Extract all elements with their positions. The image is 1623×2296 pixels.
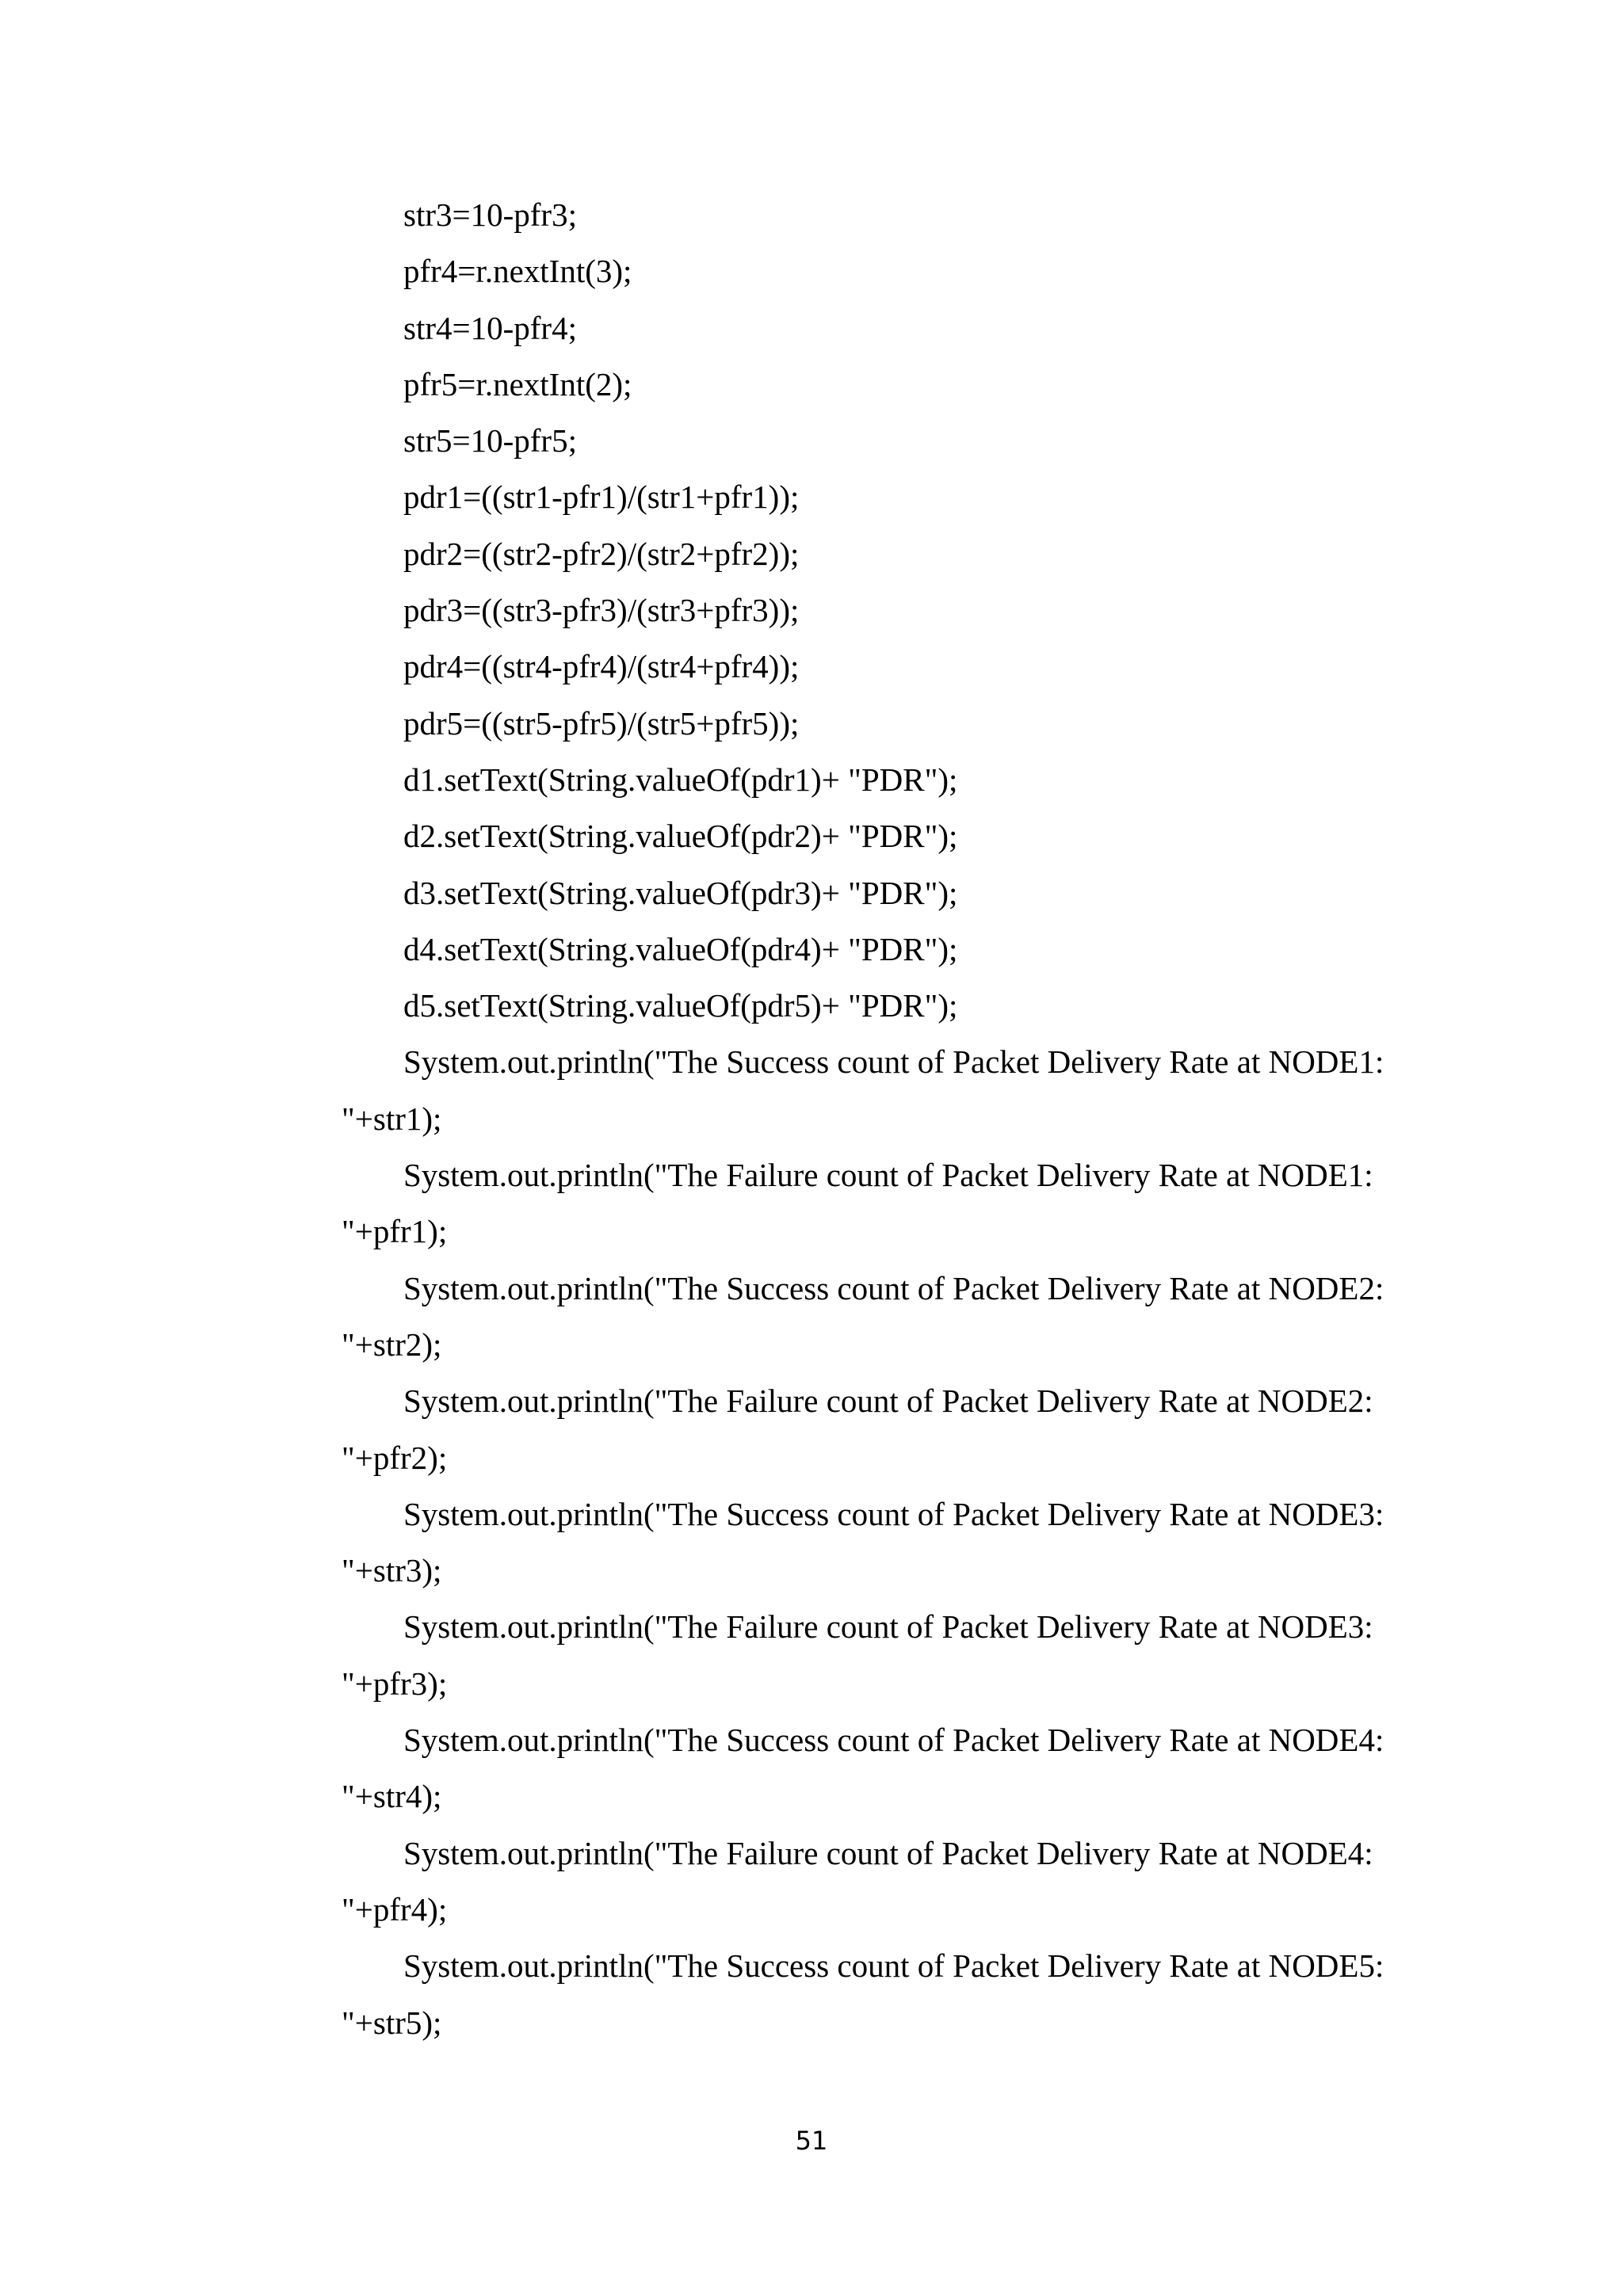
code-line-continuation: "+pfr2); (342, 1439, 448, 1476)
code-listing (342, 187, 1435, 2051)
code-line: pfr5=r.nextInt(2); (403, 365, 632, 402)
code-line: System.out.println("The Success count of Packet Delivery Rate at NODE5: (403, 1947, 1384, 1985)
code-line-continuation: "+str1); (342, 1100, 442, 1137)
code-line: pdr5=((str5-pfr5)/(str5+pfr5)); (403, 704, 800, 742)
code-line: str4=10-pfr4; (403, 309, 577, 346)
code-line: System.out.println("The Failure count of Packet Delivery Rate at NODE3: (403, 1608, 1373, 1646)
code-line-continuation: "+str5); (342, 2004, 442, 2041)
code-line: pdr4=((str4-pfr4)/(str4+pfr4)); (403, 648, 800, 685)
code-line: d5.setText(String.valueOf(pdr5)+ "PDR"); (403, 987, 958, 1024)
code-line: d4.setText(String.valueOf(pdr4)+ "PDR"); (403, 930, 958, 967)
code-line: pdr1=((str1-pfr1)/(str1+pfr1)); (403, 479, 800, 516)
code-line: System.out.println("The Success count of Packet Delivery Rate at NODE1: (403, 1043, 1384, 1081)
code-line: d3.setText(String.valueOf(pdr3)+ "PDR"); (403, 874, 958, 911)
code-line: pdr3=((str3-pfr3)/(str3+pfr3)); (403, 592, 800, 629)
code-line-continuation: "+pfr4); (342, 1890, 448, 1928)
code-line: pfr4=r.nextInt(3); (403, 253, 632, 290)
code-line-continuation: "+str2); (342, 1325, 442, 1363)
code-line: str5=10-pfr5; (403, 422, 577, 460)
code-line-continuation: "+str4); (342, 1778, 442, 1815)
code-line: System.out.println("The Failure count of Packet Delivery Rate at NODE2: (403, 1383, 1373, 1420)
code-line: System.out.println("The Success count of Packet Delivery Rate at NODE3: (403, 1495, 1384, 1532)
code-line-continuation: "+str3); (342, 1552, 442, 1589)
code-line: pdr2=((str2-pfr2)/(str2+pfr2)); (403, 535, 800, 572)
code-line: System.out.println("The Success count of Packet Delivery Rate at NODE4: (403, 1722, 1384, 1759)
code-line-continuation: "+pfr3); (342, 1665, 448, 1702)
code-line: d2.setText(String.valueOf(pdr2)+ "PDR"); (403, 818, 958, 855)
code-line: System.out.println("The Failure count of Packet Delivery Rate at NODE4: (403, 1834, 1373, 1871)
code-line: System.out.println("The Success count of Packet Delivery Rate at NODE2: (403, 1269, 1384, 1306)
page-number: 51 (795, 2126, 828, 2156)
code-line: System.out.println("The Failure count of Packet Delivery Rate at NODE1: (403, 1157, 1373, 1194)
code-line: str3=10-pfr3; (403, 196, 577, 233)
code-line: d1.setText(String.valueOf(pdr1)+ "PDR"); (403, 761, 958, 798)
code-line-continuation: "+pfr1); (342, 1213, 448, 1250)
